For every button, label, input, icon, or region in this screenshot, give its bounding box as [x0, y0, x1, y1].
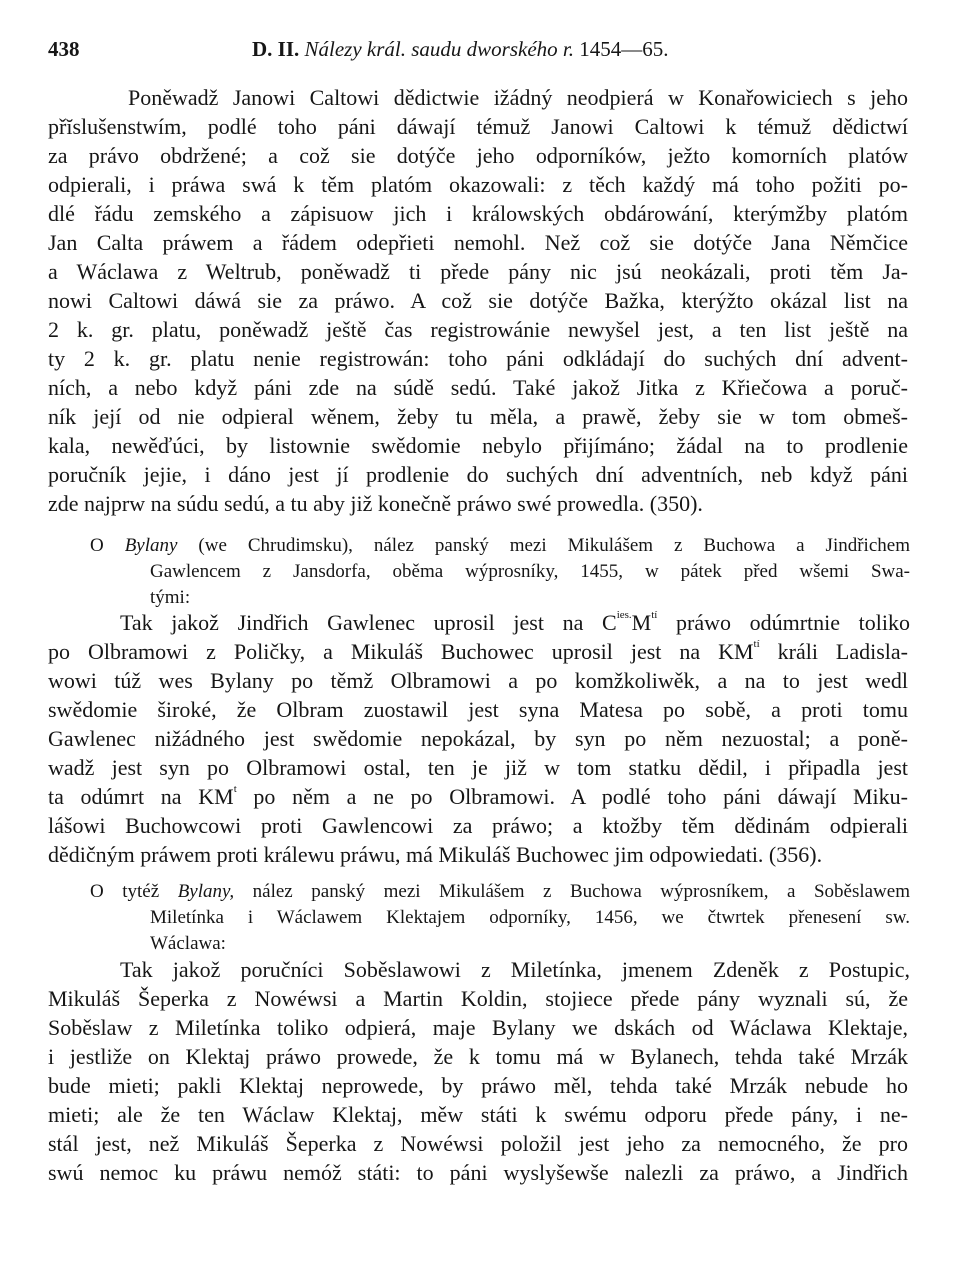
text-line: wowi túž wes Bylany po těmž Olbramowi a po komžkoliwěk, a na to jest wedl [48, 668, 908, 693]
text-line [120, 609, 911, 635]
text-line: Poněwadž Janowi Caltowi dědictwie ižádný neodpierá w Konařowiciech s jeho [128, 85, 908, 110]
text-line: Gawlenec nižádného jest swědomie nepokázal, by syn po něm nezuostal; a poně- [48, 726, 908, 751]
text-line: Tak jakož poručníci Soběslawowi z Miletínka, jmenem Zdeněk z Postupic, [120, 957, 910, 982]
rubric-line: tými: [150, 587, 191, 608]
text-segment: Tak jakož Jindřich Gawlenec uprosil jest na C [120, 610, 617, 635]
rubric-prefix: O [90, 535, 125, 556]
page-number: 438 [48, 37, 80, 61]
text-line: Mikuláš Šeperka z Nowéwsi a Martin Koldin, stojiece přede pány wyznali sú, že [48, 986, 908, 1011]
superscript: ies. [616, 609, 632, 621]
superscript: tí [651, 609, 658, 621]
rubric-line: Miletínka i Wáclawem Klektajem odporníky, 1456, we čtwrtek přenesení sw. [150, 907, 910, 928]
text-line: wadž jest syn po Olbramowi ostal, ten je již w tom statku dědil, i připadla jest [48, 755, 908, 780]
rubric-text: nález panský mezi Mikulášem z Buchowa wýprosníkem, a Soběslawem [234, 881, 910, 902]
text-line: Soběslaw z Miletínka toliko odpierá, maje Bylany we dskách od Wáclawa Klektaje, [48, 1015, 908, 1040]
text-line: swědomie široké, že Olbram zuostawil jest syna Matesa po sobě, a proti tomu [48, 697, 908, 722]
place-name: Bylany [124, 535, 178, 556]
text-line: ník její od nie odpieral wěnem, žeby tu měla, a prawě, žeby sie w tom obmeš- [48, 404, 908, 429]
text-line: ních, a nebo když páni zde na súdě sedú. Také jakož Jitka z Křiečowa a poruč- [48, 375, 908, 400]
text-segment: ta odúmrt na KM [48, 784, 234, 809]
rubric-text: (we Chrudimsku), nález panský mezi Mikulášem z Buchowa a Jindřichem [177, 535, 910, 556]
rubric-line [90, 882, 910, 901]
text-line: přĭslušenstwím, podlé toho páni dáwají témuž Janowi Caltowi k témuž dědictwí [48, 114, 908, 139]
text-line: zde najprw na súdu sedú, a tu aby již konečně práwo swé prowedla. (350). [48, 491, 703, 516]
section-label: D. II. [252, 37, 300, 61]
superscript: t [233, 783, 237, 795]
text-line: za právo obdržené; a což sie dotýče jeho odporníków, ježto komorních platów [48, 143, 908, 168]
rubric-line: Gawlencem z Jansdorfa, oběma wýprosníky, 1455, w pátek před wšemi Swa- [150, 561, 910, 582]
rubric-line: Wáclawa: [150, 933, 226, 954]
text-line: kala, newěďúci, by listownie swědomie nebylo přijímáno; žádal na to prodlenie [48, 433, 908, 458]
running-title [252, 37, 669, 62]
text-segment: M [631, 610, 652, 635]
text-line [48, 638, 908, 664]
text-line: nowi Caltowi dáwá sie za práwo. A což sie dotýče Bažka, kterýžto okázal list na [48, 288, 908, 313]
text-line: ty 2 k. gr. platu nenie registrowán: toho páni odkládají do suchých dní advent- [48, 346, 908, 371]
text-line [48, 783, 908, 809]
text-line: i jestliže on Klektaj práwo prowede, že k tomu má w Bylanech, tehda také Mrzák [48, 1044, 908, 1069]
text-line: swú nemoc ku práwu nemóž státi: to páni wyslyšewše nalezli za práwo, a Jindřich [48, 1160, 908, 1185]
running-title-text: Nálezy král. saudu dworského r. [304, 37, 575, 61]
rubric-prefix: O tytéž [90, 881, 178, 902]
year-range: 1454—65. [579, 37, 669, 61]
text-line: odpierali, i práwa swá k těm platóm okazowali: z těch každý má toho požiti po- [48, 172, 908, 197]
text-line: 2 k. gr. platu, poněwadž ještě čas registrowánie newyšel jest, a ten list ještě na [48, 317, 908, 342]
text-line: dlé řádu zemského a zápisuow jich i králowských obdárowání, kterýmžby platóm [48, 201, 908, 226]
text-line: dědičným práwem proti králewu práwu, má Mikuláš Buchowec jim odpowiedati. (356). [48, 842, 823, 867]
text-line: poručník jejie, i dáno jest jí prodlenie do suchých dní adventních, neb když páni [48, 462, 908, 487]
text-line: stál jest, než Mikuláš Šeperka z Nowéwsi položil jest jeho za nemocného, že pro [48, 1131, 908, 1156]
rubric-line [90, 536, 910, 555]
running-header [48, 37, 912, 61]
text-line: lášowi Buchowcowi proti Gawlencowi za práwo; a ktožby těm dědinám odpierali [48, 813, 908, 838]
text-segment: po něm a ne po Olbramowi. A podlé toho páni dáwají Miku- [236, 784, 908, 809]
text-segment: králi Ladisla- [759, 639, 908, 664]
text-line: a Wáclawa z Weltrub, poněwadž ti přede pány nic jsú neokázali, proti těm Ja- [48, 259, 908, 284]
text-line: bude mieti; pakli Klektaj neprowede, by práwo měl, tehda také Mrzák nebude ho [48, 1073, 908, 1098]
place-name: Bylany, [177, 881, 235, 902]
text-line: mieti; ale že ten Wáclaw Klektaj, měw státi k swému odporu přede pány, i ne- [48, 1102, 908, 1127]
superscript: tí [753, 638, 760, 650]
text-line: Jan Calta práwem a řádem odepřieti nemohl. Než což sie dotýče Jana Němčice [48, 230, 908, 255]
text-segment: po Olbramowi z Poličky, a Mikuláš Buchowec uprosil jest na KM [48, 639, 754, 664]
text-segment: práwo odúmrtnie toliko [657, 610, 911, 635]
